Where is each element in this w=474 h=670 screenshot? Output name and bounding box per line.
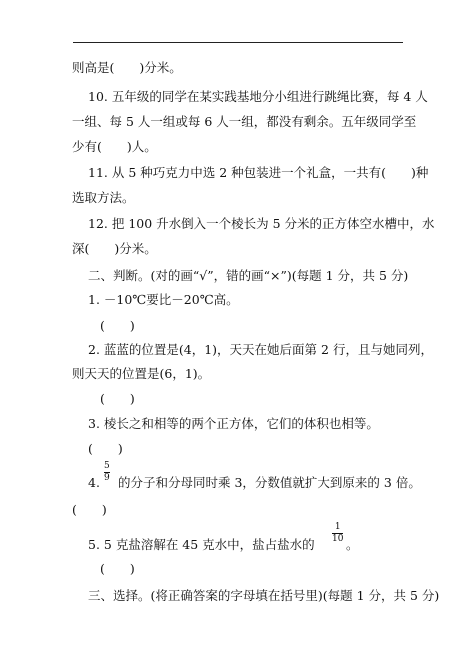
fraction-denominator: 9 (104, 473, 110, 483)
answer-blank: ( ) (100, 318, 135, 333)
fraction-denominator: 10 (332, 534, 344, 544)
text-line: 则天天的位置是(6，1)。 (72, 366, 211, 381)
answer-blank: ( ) (100, 561, 135, 576)
text-line: 选取方法。 (72, 190, 135, 205)
judge-3: 3. 棱长之和相等的两个正方体，它们的体积也相等。 (88, 416, 379, 431)
question-11: 11. 从 5 种巧克力中选 2 种包装进一个礼盒，一共有( )种 (88, 165, 429, 180)
section-heading-choice: 三、选择。(将正确答案的字母填在括号里)(每题 1 分，共 5 分) (88, 588, 440, 603)
judge-2: 2. 蓝蓝的位置是(4，1)，天天在她后面第 2 行，且与她同列， (88, 342, 433, 357)
section-heading-judge: 二、判断。(对的画“√”，错的画“×”)(每题 1 分，共 5 分) (88, 268, 409, 283)
question-10: 10. 五年级的同学在某实践基地分小组进行跳绳比赛，每 4 人 (88, 89, 428, 104)
judge-5-end: 。 (346, 537, 359, 552)
judge-4-text: 的分子和分母同时乘 3，分数值就扩大到原来的 3 倍。 (118, 475, 421, 490)
question-12: 12. 把 100 升水倒入一个棱长为 5 分米的正方体空水槽中，水 (88, 216, 435, 231)
judge-1: 1. －10℃要比－20℃高。 (88, 292, 239, 307)
answer-blank: ( ) (72, 502, 107, 517)
fraction-numerator: 1 (334, 522, 341, 532)
text-line: 则高是( )分米。 (72, 60, 182, 75)
text-line: 一组、每 5 人一组或每 6 人一组，都没有剩余。五年级同学至 (72, 114, 417, 129)
answer-blank: ( ) (100, 391, 135, 406)
judge-4-number: 4. (88, 475, 100, 490)
fraction-numerator: 5 (104, 461, 110, 471)
fraction-5-9 (104, 462, 110, 483)
text-line: 深( )分米。 (72, 241, 157, 256)
text-line: 少有( )人。 (72, 139, 157, 154)
answer-blank: ( ) (88, 441, 123, 456)
header-rule (73, 42, 403, 43)
judge-5: 5. 5 克盐溶解在 45 克水中，盐占盐水的 (88, 537, 315, 552)
fraction-1-10 (332, 523, 343, 544)
